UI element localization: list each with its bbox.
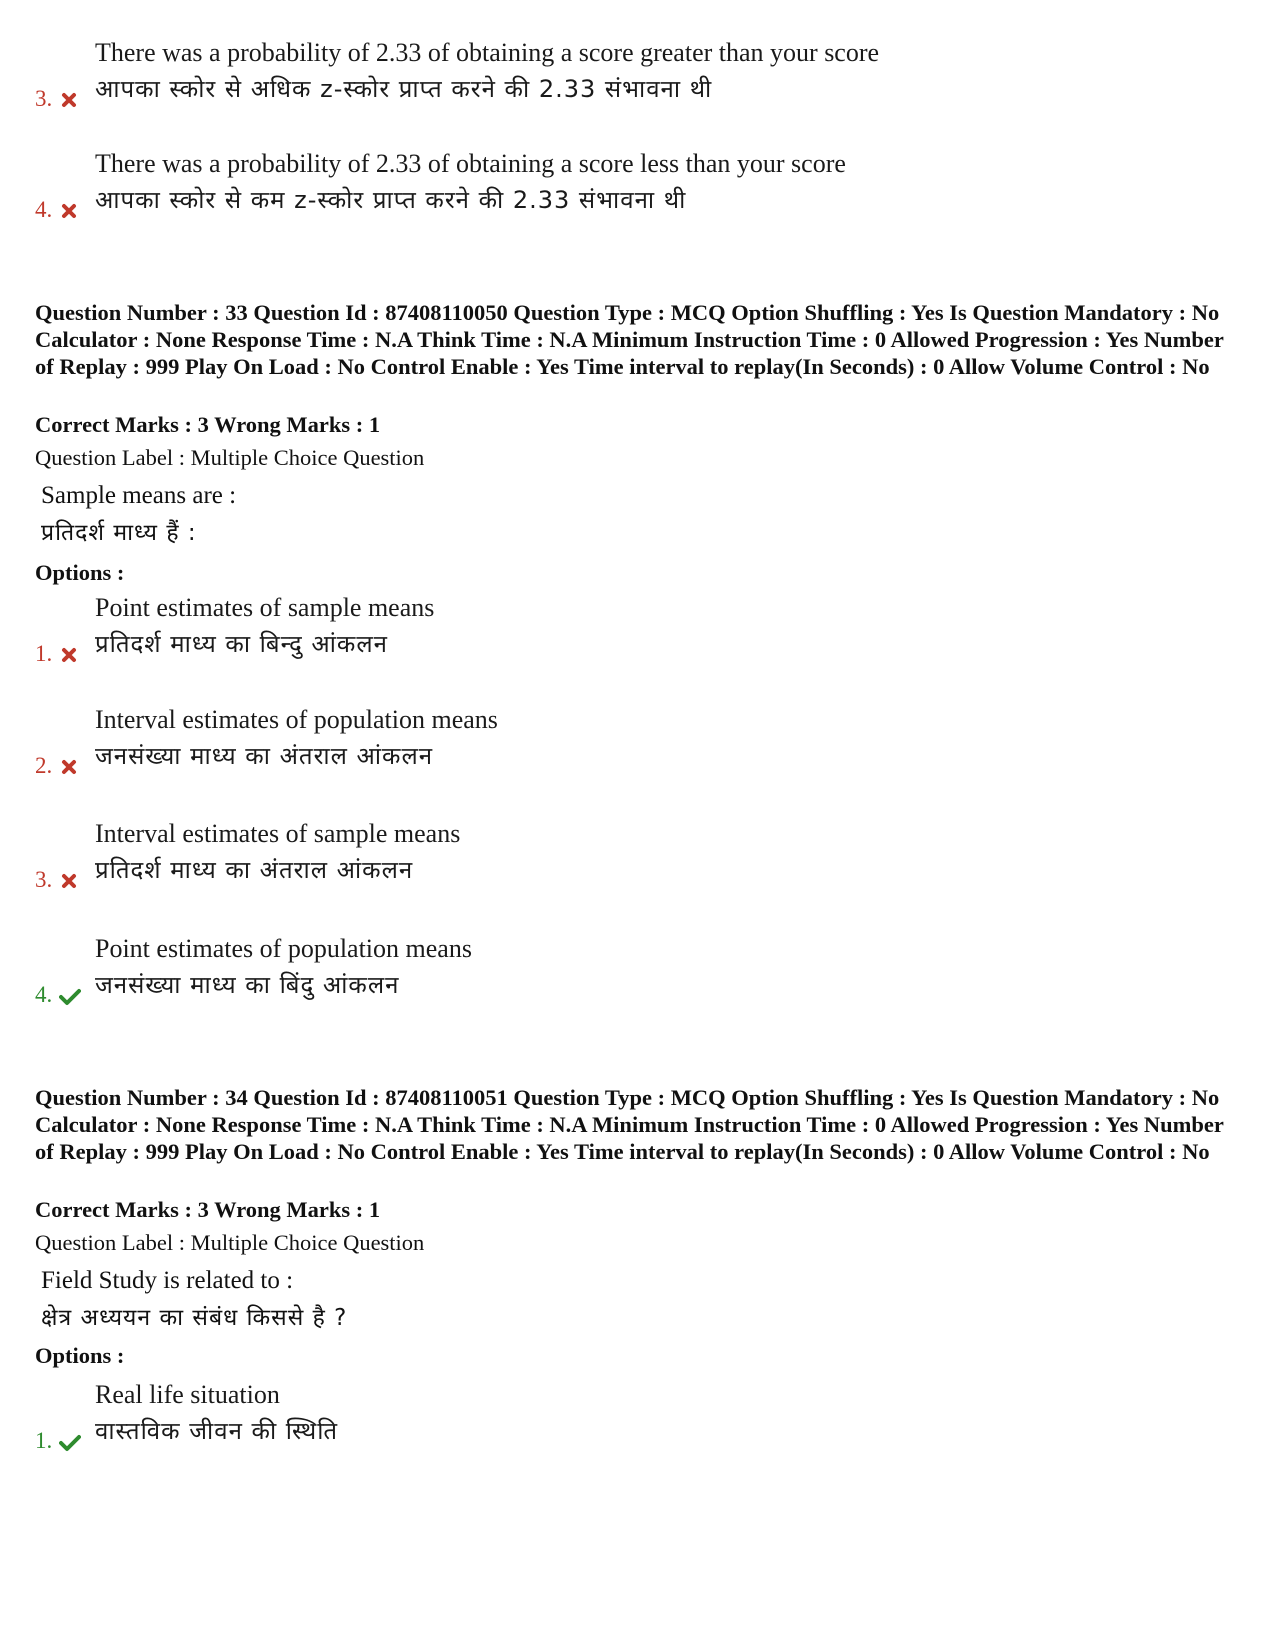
cross-icon [59, 647, 81, 665]
option-text-hi: वास्तविक जीवन की स्थिति [95, 1417, 339, 1445]
option-number: 3. [35, 86, 53, 111]
cross-icon [59, 92, 81, 110]
question-marks: Correct Marks : 3 Wrong Marks : 1 [35, 1197, 381, 1222]
question-text-hi: क्षेत्र अध्ययन का संबंध किससे है ? [41, 1305, 348, 1331]
option-text-hi: आपका स्कोर से कम z-स्कोर प्राप्त करने की 2.33 संभावना थी [95, 186, 687, 214]
check-icon [59, 1434, 81, 1452]
option-text-en: There was a probability of 2.33 of obtaining a score less than your score [95, 149, 846, 178]
option-number: 4. [35, 982, 53, 1007]
options-title: Options : [35, 1343, 125, 1368]
question-label: Question Label : Multiple Choice Question [35, 445, 425, 470]
cross-icon [59, 203, 81, 221]
question-text-hi: प्रतिदर्श माध्य हैं : [41, 520, 197, 546]
option-text-hi: जनसंख्या माध्य का बिंदु आंकलन [95, 971, 400, 999]
question-text-en: Field Study is related to : [41, 1267, 294, 1294]
option-text-en: There was a probability of 2.33 of obtaining a score greater than your score [95, 38, 880, 67]
option-number: 1. [35, 1428, 53, 1453]
option-text-hi: प्रतिदर्श माध्य का बिन्दु आंकलन [95, 630, 388, 658]
check-icon [59, 988, 81, 1006]
cross-icon [59, 873, 81, 891]
question-meta: Question Number : 34 Question Id : 87408110051 Question Type : MCQ Option Shuffling : Yes Is Question Mandatory : No Calculator : None Response Time : N.A Think Time : N.A Minimum Instruction Time : 0 Allowed Progression : Yes Number of Replay : 999 Play On Load : No Control Enable : Yes Time interval to replay(In Seconds) : 0 Allow Volume Control : No [35, 1085, 1224, 1164]
question-meta: Question Number : 33 Question Id : 87408110050 Question Type : MCQ Option Shuffling : Yes Is Question Mandatory : No Calculator : None Response Time : N.A Think Time : N.A Minimum Instruction Time : 0 Allowed Progression : Yes Number of Replay : 999 Play On Load : No Control Enable : Yes Time interval to replay(In Seconds) : 0 Allow Volume Control : No [35, 300, 1224, 379]
option-text-hi: प्रतिदर्श माध्य का अंतराल आंकलन [95, 856, 414, 884]
question-marks: Correct Marks : 3 Wrong Marks : 1 [35, 412, 381, 437]
question-text-en: Sample means are : [41, 482, 237, 509]
option-text-en: Real life situation [95, 1380, 280, 1409]
cross-icon [59, 759, 81, 777]
option-text-en: Point estimates of sample means [95, 593, 435, 622]
option-text-hi: जनसंख्या माध्य का अंतराल आंकलन [95, 742, 434, 770]
option-number: 1. [35, 641, 53, 666]
question-label: Question Label : Multiple Choice Question [35, 1230, 425, 1255]
option-text-en: Interval estimates of population means [95, 705, 498, 734]
option-text-en: Interval estimates of sample means [95, 819, 461, 848]
option-text-hi: आपका स्कोर से अधिक z-स्कोर प्राप्त करने की 2.33 संभावना थी [95, 75, 713, 103]
option-number: 3. [35, 867, 53, 892]
option-text-en: Point estimates of population means [95, 934, 472, 963]
option-number: 4. [35, 197, 53, 222]
option-number: 2. [35, 753, 53, 778]
options-title: Options : [35, 560, 125, 585]
